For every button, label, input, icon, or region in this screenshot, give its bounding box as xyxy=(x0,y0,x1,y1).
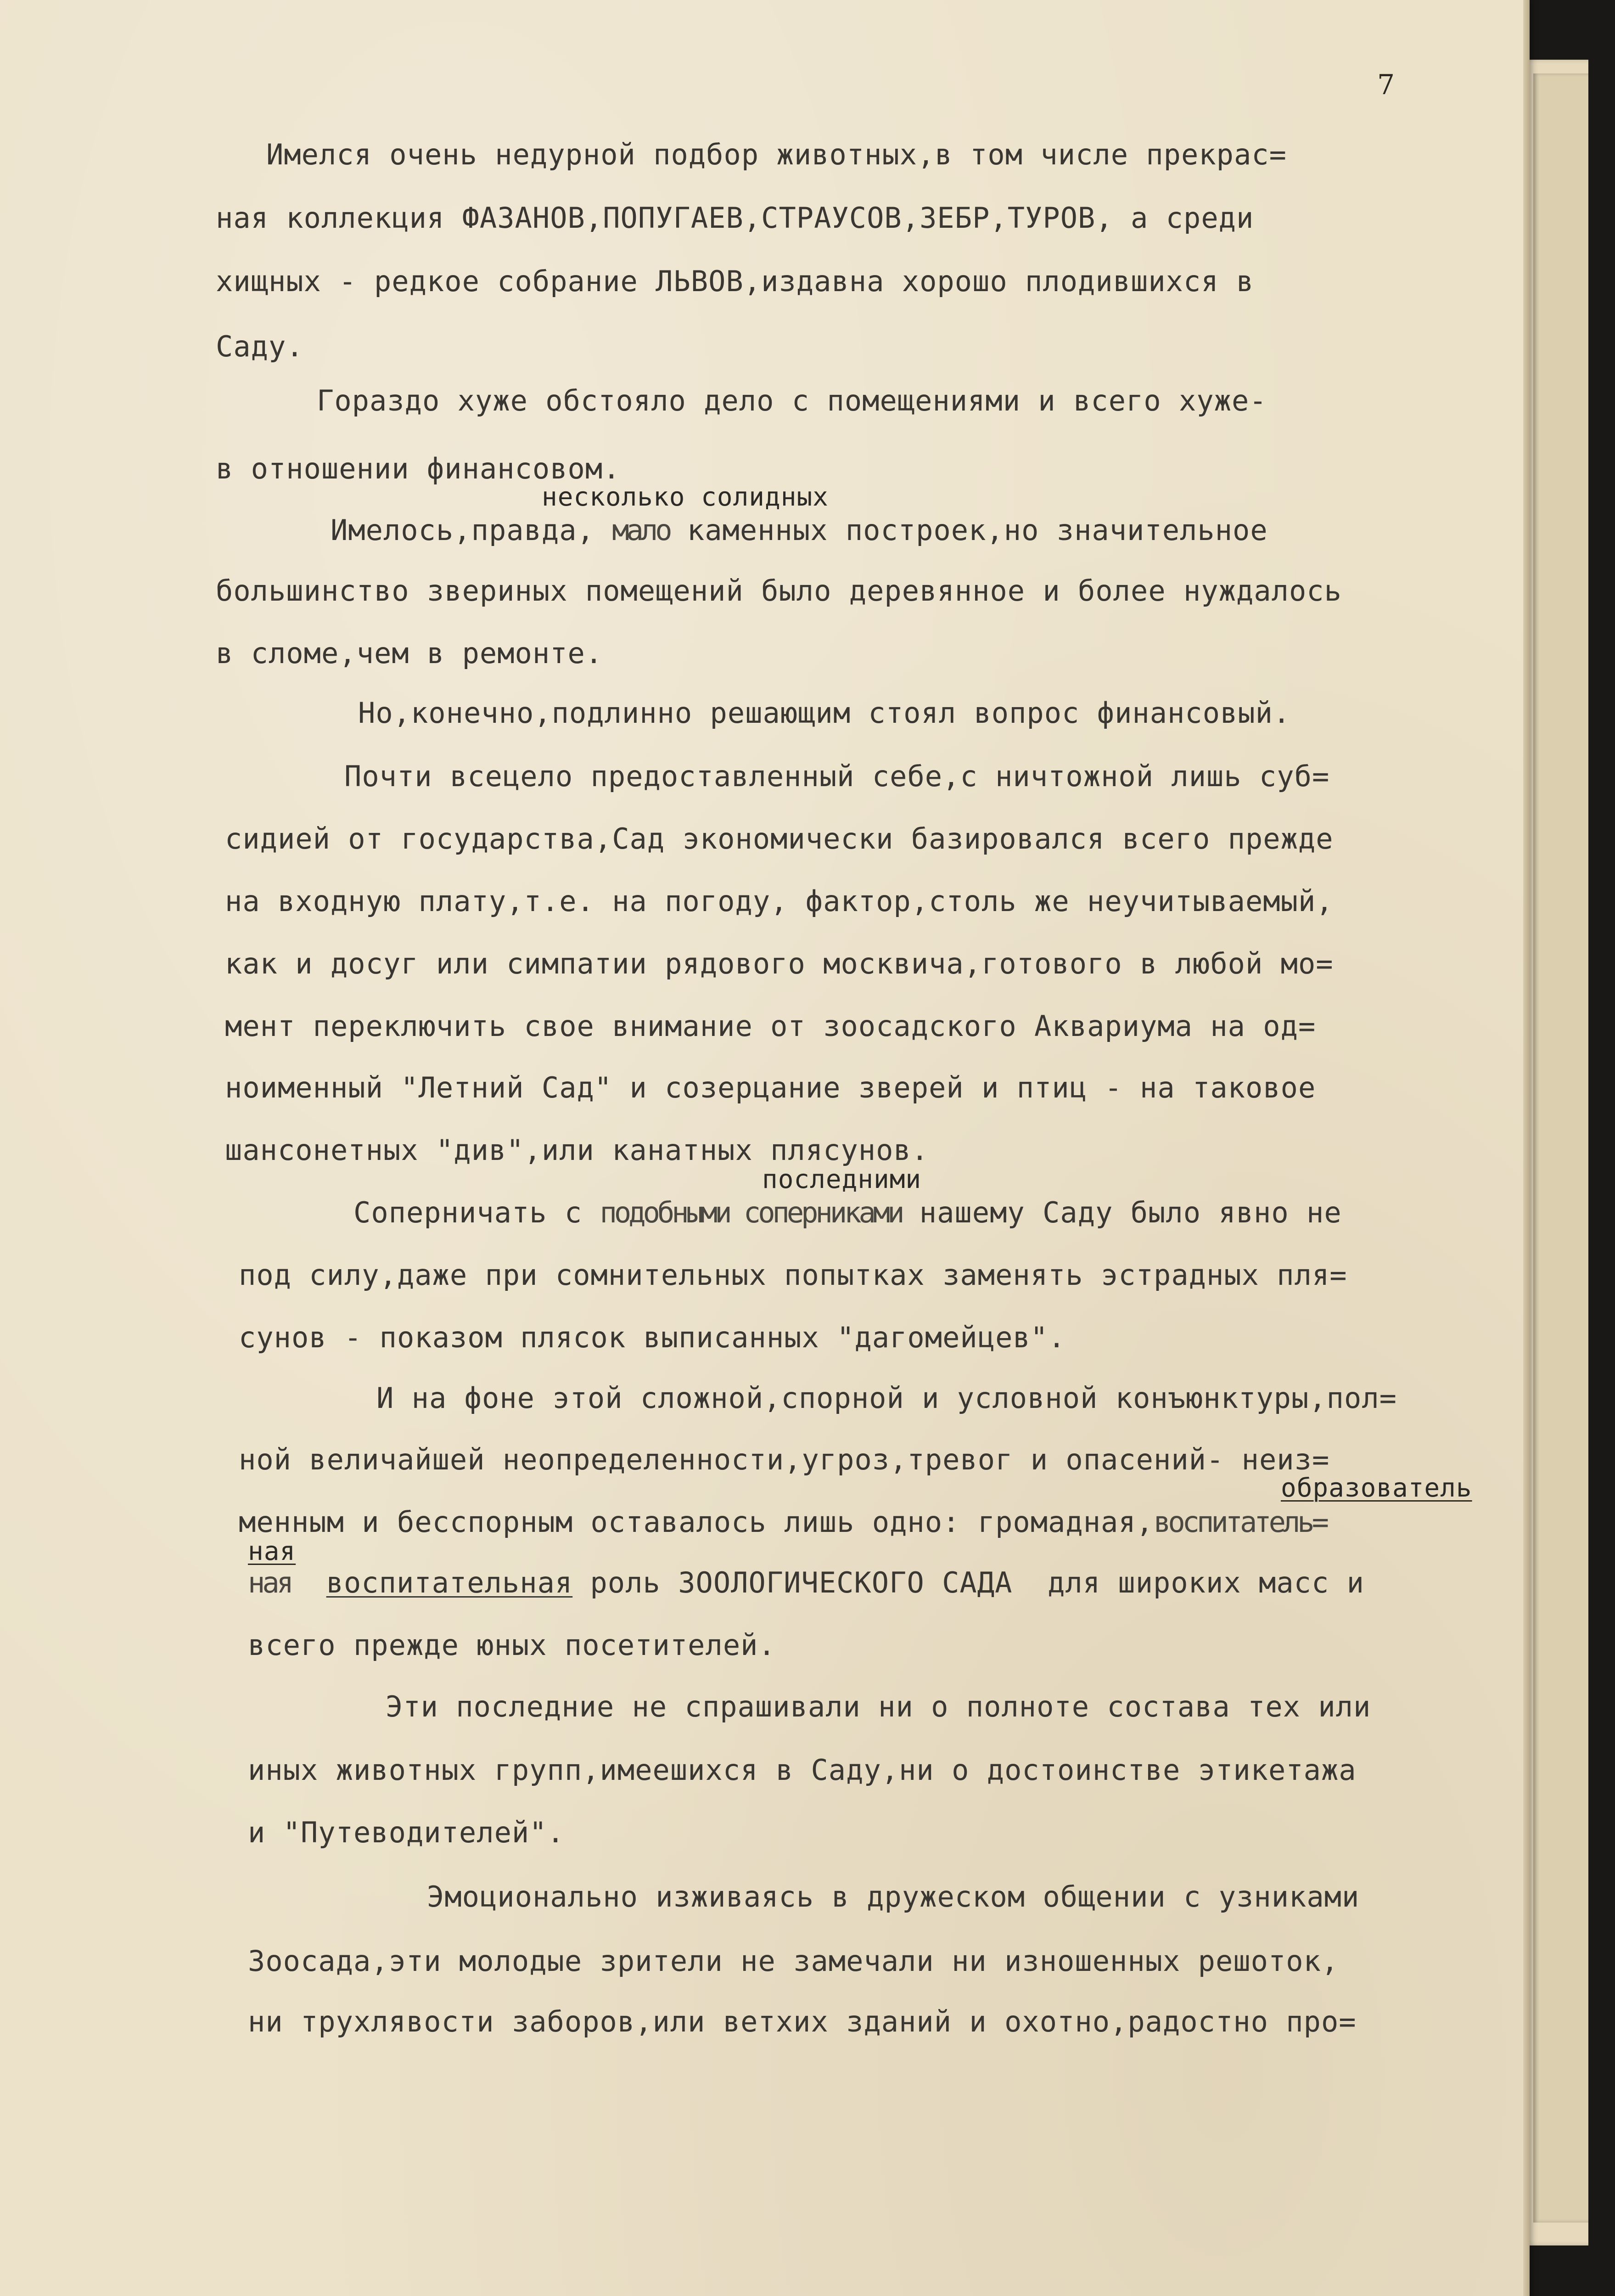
struck-out-word: мало xyxy=(612,513,670,547)
text-segment: менным и бесспорным оставалось лишь одно: громадная, xyxy=(239,1505,1154,1539)
text-line: Зоосада,эти молодые зрители не замечали ни изношенных решоток, xyxy=(248,1944,1339,1978)
text-line: И на фоне этой сложной,спорной и условной конъюнктуры,пол= xyxy=(376,1381,1397,1415)
text-line: под силу,даже при сомнительных попытках заменять эстрадных пля= xyxy=(239,1258,1347,1292)
text-segment: нашему Саду было явно не xyxy=(902,1196,1342,1229)
text-line: на входную плату,т.е. на погоду, фактор,столь же неучитываемый, xyxy=(225,884,1334,918)
text-line: Эмоционально изживаясь в дружеском общении с узниками xyxy=(427,1880,1360,1913)
handwritten-insertion: последними xyxy=(762,1165,922,1194)
text-line: Но,конечно,подлинно решающим стоял вопрос финансовый. xyxy=(358,696,1291,730)
text-line: как и досуг или симпатии рядового москвича,готового в любой мо= xyxy=(225,947,1334,980)
text-line: сидией от государства,Сад экономически базировался всего прежде xyxy=(225,822,1334,855)
text-line: всего прежде юных посетителей. xyxy=(248,1628,776,1662)
handwritten-insertion: несколько солидных xyxy=(542,482,829,512)
struck-out-word: подобными соперниками xyxy=(600,1196,902,1229)
handwritten-insertion: ная xyxy=(248,1536,296,1566)
page-number: 7 xyxy=(1377,69,1395,101)
text-line xyxy=(331,513,1268,547)
text-line: шансонетных "див",или канатных плясунов. xyxy=(225,1133,929,1167)
text-segment: Имелось,правда, xyxy=(331,513,612,547)
text-line: ноименный "Летний Сад" и созерцание зверей и птиц - на таковое xyxy=(225,1071,1316,1104)
text-line: Гораздо хуже обстояло дело с помещениями и всего хуже- xyxy=(317,384,1267,417)
text-line xyxy=(248,1566,1364,1599)
text-segment: Соперничать с xyxy=(353,1196,600,1229)
text-line: Имелся очень недурной подбор животных,в том числе прекрас= xyxy=(266,138,1287,171)
struck-out-word: ная xyxy=(248,1566,291,1599)
text-line xyxy=(353,1196,1342,1229)
text-line: сунов - показом плясок выписанных "дагомейцев". xyxy=(239,1321,1066,1354)
text-line: мент переключить свое внимание от зоосадского Аквариума на од= xyxy=(225,1009,1316,1043)
text-segment: роль ЗООЛОГИЧЕСКОГО САДА для широких масс и xyxy=(572,1566,1364,1599)
struck-out-word: воспитатель= xyxy=(1154,1505,1326,1539)
text-line: хищных - редкое собрание ЛЬВОВ,издавна хорошо плодившихся в xyxy=(216,264,1254,298)
text-line: иных животных групп,имеешихся в Саду,ни о достоинстве этикетажа xyxy=(248,1753,1357,1787)
text-line: ная коллекция ФАЗАНОВ,ПОПУГАЕВ,СТРАУСОВ,ЗЕБР,ТУРОВ, а среди xyxy=(216,201,1254,235)
text-line: большинство звериных помещений было деревянное и более нуждалось xyxy=(216,574,1342,608)
text-line: в отношении финансовом. xyxy=(216,452,621,485)
text-line: Саду. xyxy=(216,330,304,363)
text-line: ной величайшей неопределенности,угроз,тревог и опасений- неиз= xyxy=(239,1443,1330,1476)
text-line xyxy=(239,1505,1326,1539)
underlined-word: воспитательная xyxy=(326,1566,573,1599)
page-edge xyxy=(1523,0,1530,2296)
text-line: Почти всецело предоставленный себе,с ничтожной лишь суб= xyxy=(344,760,1330,793)
text-line: ни трухлявости заборов,или ветхих зданий и охотно,радостно про= xyxy=(248,2005,1357,2038)
text-line: в сломе,чем в ремонте. xyxy=(216,636,603,670)
handwritten-insertion: образователь xyxy=(1281,1473,1472,1503)
text-segment: каменных построек,но значительное xyxy=(669,513,1268,547)
text-line: Эти последние не спрашивали ни о полноте состава тех или xyxy=(386,1690,1371,1723)
text-line: и "Путеводителей". xyxy=(248,1816,565,1849)
back-sheet-2 xyxy=(1533,73,1588,2223)
